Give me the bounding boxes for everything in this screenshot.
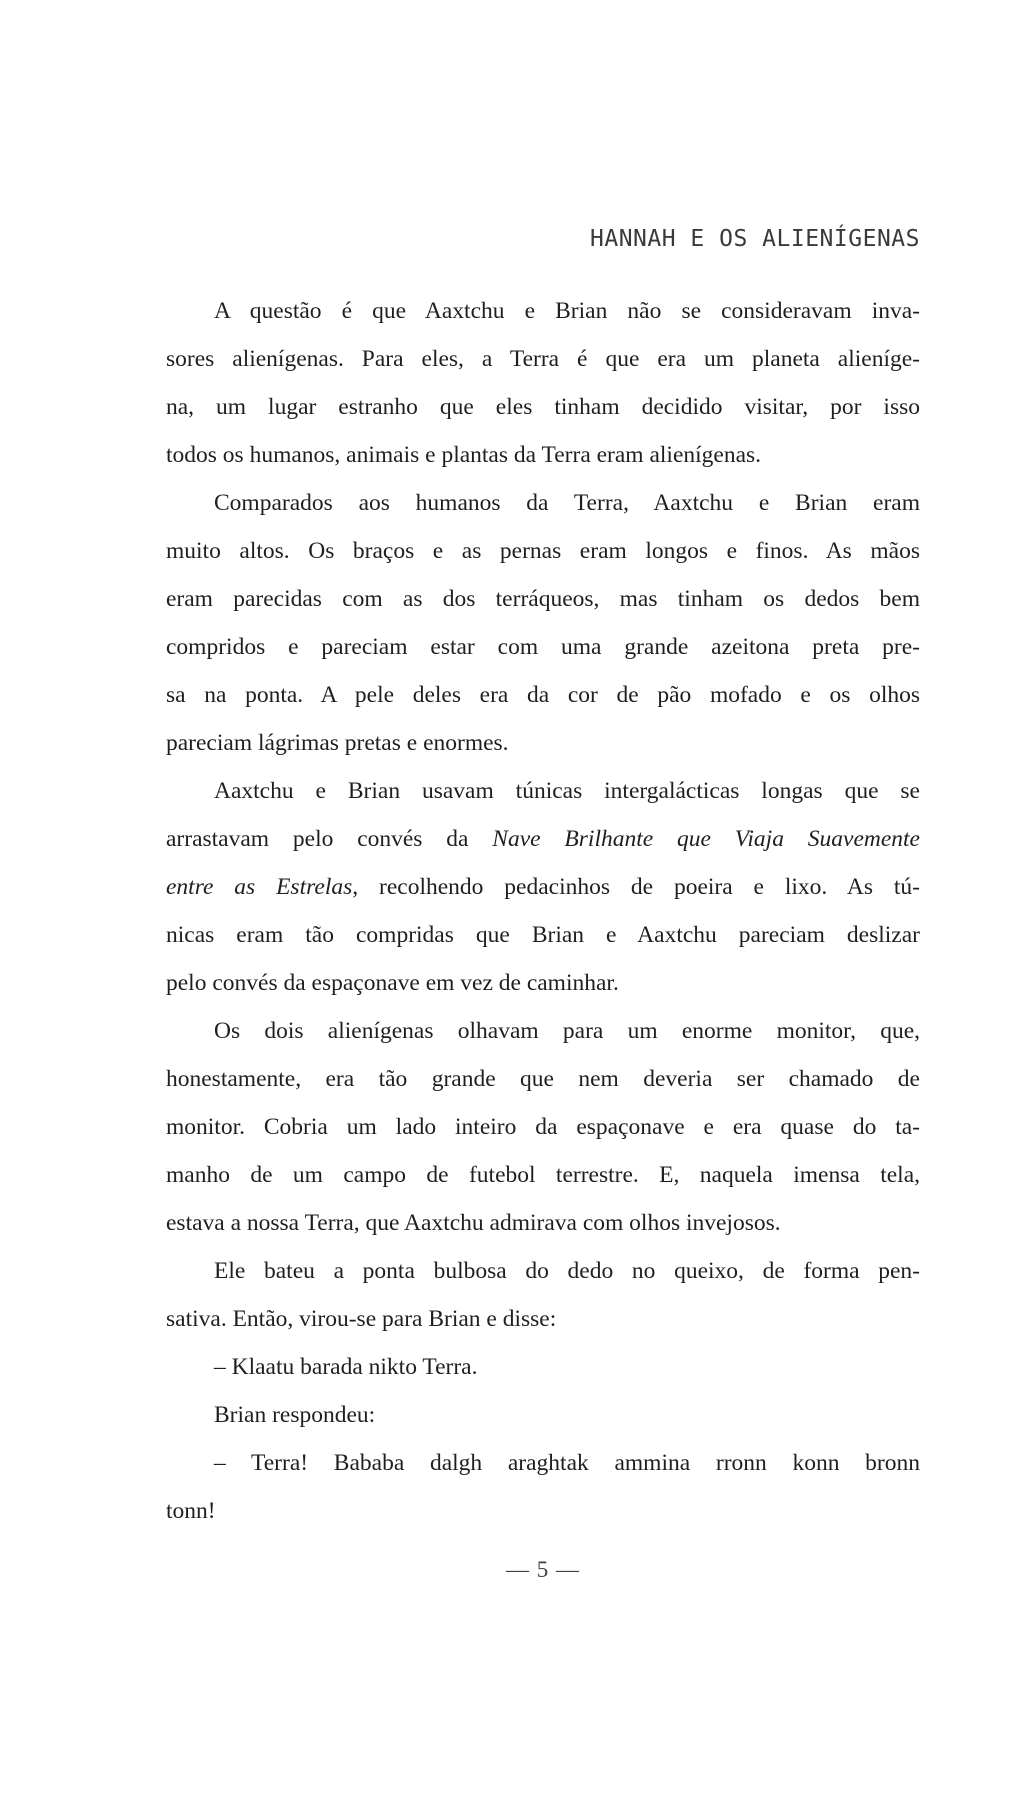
- text-line: [166, 1055, 920, 1103]
- italic-text-run: Nave Brilhante que Viaja Suavemente: [492, 826, 920, 852]
- text-line: [166, 1103, 920, 1151]
- text-run: sa na ponta. A pele deles era da cor de pão mofado e os olhos: [166, 682, 920, 708]
- text-line: [166, 815, 920, 863]
- text-line: [166, 623, 920, 671]
- italic-text-run: entre as Estrelas: [166, 874, 353, 900]
- text-run: Brian respondeu:: [214, 1402, 376, 1428]
- text-line: [166, 1391, 920, 1439]
- text-run: monitor. Cobria um lado inteiro da espaçonave e era quase do ta-: [166, 1114, 920, 1140]
- text-run: honestamente, era tão grande que nem deveria ser chamado de: [166, 1066, 920, 1092]
- running-header: HANNAH E OS ALIENÍGENAS: [590, 226, 920, 252]
- text-line: [166, 1487, 920, 1535]
- text-run: pareciam lágrimas pretas e enormes.: [166, 730, 509, 756]
- text-run: estava a nossa Terra, que Aaxtchu admirava com olhos invejosos.: [166, 1210, 781, 1236]
- text-line: [166, 911, 920, 959]
- page-number: — 5 —: [506, 1557, 580, 1582]
- text-run: , recolhendo pedacinhos de poeira e lixo. As tú-: [352, 874, 921, 900]
- text-run: sores alienígenas. Para eles, a Terra é que era um planeta alieníge-: [166, 346, 920, 372]
- text-line: [166, 287, 920, 335]
- text-run: – Terra! Bababa dalgh araghtak ammina rronn konn bronn: [214, 1450, 920, 1476]
- text-run: – Klaatu barada nikto Terra.: [214, 1354, 478, 1380]
- text-run: eram parecidas com as dos terráqueos, mas tinham os dedos bem: [166, 586, 920, 612]
- text-run: Ele bateu a ponta bulbosa do dedo no queixo, de forma pen-: [214, 1258, 920, 1284]
- text-line: [166, 671, 920, 719]
- text-line: [166, 383, 920, 431]
- text-run: sativa. Então, virou-se para Brian e disse:: [166, 1306, 557, 1332]
- text-body: [166, 287, 920, 1535]
- text-line: [166, 1247, 920, 1295]
- text-run: nicas eram tão compridas que Brian e Aaxtchu pareciam deslizar: [166, 922, 920, 948]
- text-line: [166, 575, 920, 623]
- text-run: todos os humanos, animais e plantas da Terra eram alienígenas.: [166, 442, 762, 468]
- text-run: compridos e pareciam estar com uma grande azeitona preta pre-: [166, 634, 920, 660]
- text-run: muito altos. Os braços e as pernas eram longos e finos. As mãos: [166, 538, 920, 564]
- text-line: [166, 959, 920, 1007]
- text-line: [166, 767, 920, 815]
- text-line: [166, 1151, 920, 1199]
- text-run: A questão é que Aaxtchu e Brian não se consideravam inva-: [214, 298, 920, 324]
- text-run: arrastavam pelo convés da: [166, 826, 493, 852]
- text-line: [166, 431, 920, 479]
- text-run: tonn!: [166, 1498, 216, 1524]
- text-line: [166, 479, 920, 527]
- text-line: [166, 1199, 920, 1247]
- text-run: na, um lugar estranho que eles tinham decidido visitar, por isso: [166, 394, 920, 420]
- text-line: [166, 335, 920, 383]
- text-run: Os dois alienígenas olhavam para um enorme monitor, que,: [214, 1018, 920, 1044]
- text-line: [166, 527, 920, 575]
- text-line: [166, 1007, 920, 1055]
- text-line: [166, 1439, 920, 1487]
- text-line: [166, 1343, 920, 1391]
- text-line: [166, 1295, 920, 1343]
- text-run: Aaxtchu e Brian usavam túnicas intergalácticas longas que se: [214, 778, 920, 804]
- text-line: [166, 863, 920, 911]
- text-line: [166, 719, 920, 767]
- text-run: Comparados aos humanos da Terra, Aaxtchu e Brian eram: [214, 490, 920, 516]
- text-run: manho de um campo de futebol terrestre. E, naquela imensa tela,: [166, 1162, 920, 1188]
- text-run: pelo convés da espaçonave em vez de caminhar.: [166, 970, 619, 996]
